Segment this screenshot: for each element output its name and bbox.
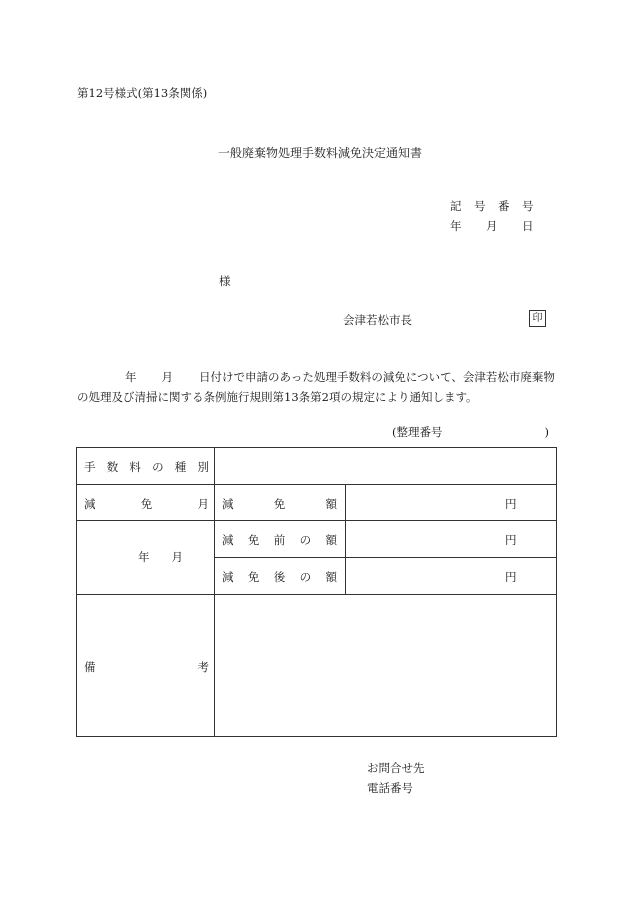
label-char: 別 [197, 460, 209, 474]
label-char: 減 [222, 497, 234, 511]
reduction-amount-label [222, 496, 337, 512]
label-char: 前 [273, 533, 286, 547]
table-rule [345, 484, 346, 594]
label-char: の [152, 460, 164, 474]
remarks-label [84, 659, 209, 675]
form-number: 第12号様式(第13条関係) [77, 86, 208, 100]
table-rule [77, 520, 556, 521]
label-char: 備 [84, 660, 96, 674]
body-year: 年 [125, 370, 137, 384]
label-char: 料 [129, 460, 141, 474]
notification-body [77, 367, 563, 407]
label-char: の [299, 570, 312, 584]
issuer-name: 会津若松市長 [343, 313, 412, 327]
fee-type-label [84, 459, 209, 475]
table-rule [214, 448, 215, 736]
table-rule [77, 484, 556, 485]
label-char: 手 [84, 460, 96, 474]
label-char: 減 [84, 497, 96, 511]
ref-char: 号 [522, 199, 534, 213]
reference-number [392, 424, 549, 440]
fee-reduction-table [76, 447, 557, 737]
phone-label: 電話番号 [367, 781, 413, 795]
reference-number-line [450, 198, 546, 214]
date-month: 月 [486, 219, 498, 233]
label-char: 額 [325, 533, 337, 547]
label-char: の [299, 533, 312, 547]
table-rule [214, 557, 556, 558]
reduction-month-label [84, 496, 209, 512]
label-char: 免 [140, 497, 153, 511]
yen-unit: 円 [505, 570, 517, 584]
seal-mark: 印 [529, 310, 546, 327]
label-char: 月 [197, 497, 209, 511]
label-char: 種 [174, 460, 187, 474]
label-char: 免 [247, 533, 260, 547]
label-char: 減 [222, 570, 234, 584]
body-month: 月 [161, 370, 173, 384]
label-char: 数 [106, 460, 119, 474]
amount-before-label [222, 532, 337, 548]
ref-number-close: ) [544, 425, 549, 439]
ref-char: 番 [498, 199, 510, 213]
body-text: 日付けで申請のあった処理手数料の減免について、会津若松市廃棄物の処理及び清掃に関する条例施行規則第13条第2項の規定により通知します。 [77, 370, 555, 404]
label-char: 年 [138, 550, 150, 564]
document-title: 一般廃棄物処理手数料減免決定通知書 [218, 146, 423, 160]
date-year: 年 [450, 219, 462, 233]
label-char: 免 [273, 497, 286, 511]
issue-date-line [450, 218, 534, 234]
recipient-honorific: 様 [219, 274, 231, 288]
label-char: 月 [171, 550, 183, 564]
yen-unit: 円 [505, 497, 517, 511]
date-day: 日 [522, 219, 534, 233]
ref-char: 記 [450, 199, 462, 213]
ref-char: 号 [474, 199, 486, 213]
label-char: 後 [273, 570, 286, 584]
label-char: 減 [222, 533, 234, 547]
ref-number-open: (整理番号 [392, 425, 443, 439]
year-month-label [138, 549, 183, 565]
yen-unit: 円 [505, 533, 517, 547]
label-char: 免 [247, 570, 260, 584]
label-char: 額 [325, 570, 337, 584]
amount-after-label [222, 569, 337, 585]
label-char: 額 [325, 497, 337, 511]
table-rule [77, 594, 556, 595]
inquiry-label: お問合せ先 [367, 761, 425, 775]
label-char: 考 [197, 660, 209, 674]
